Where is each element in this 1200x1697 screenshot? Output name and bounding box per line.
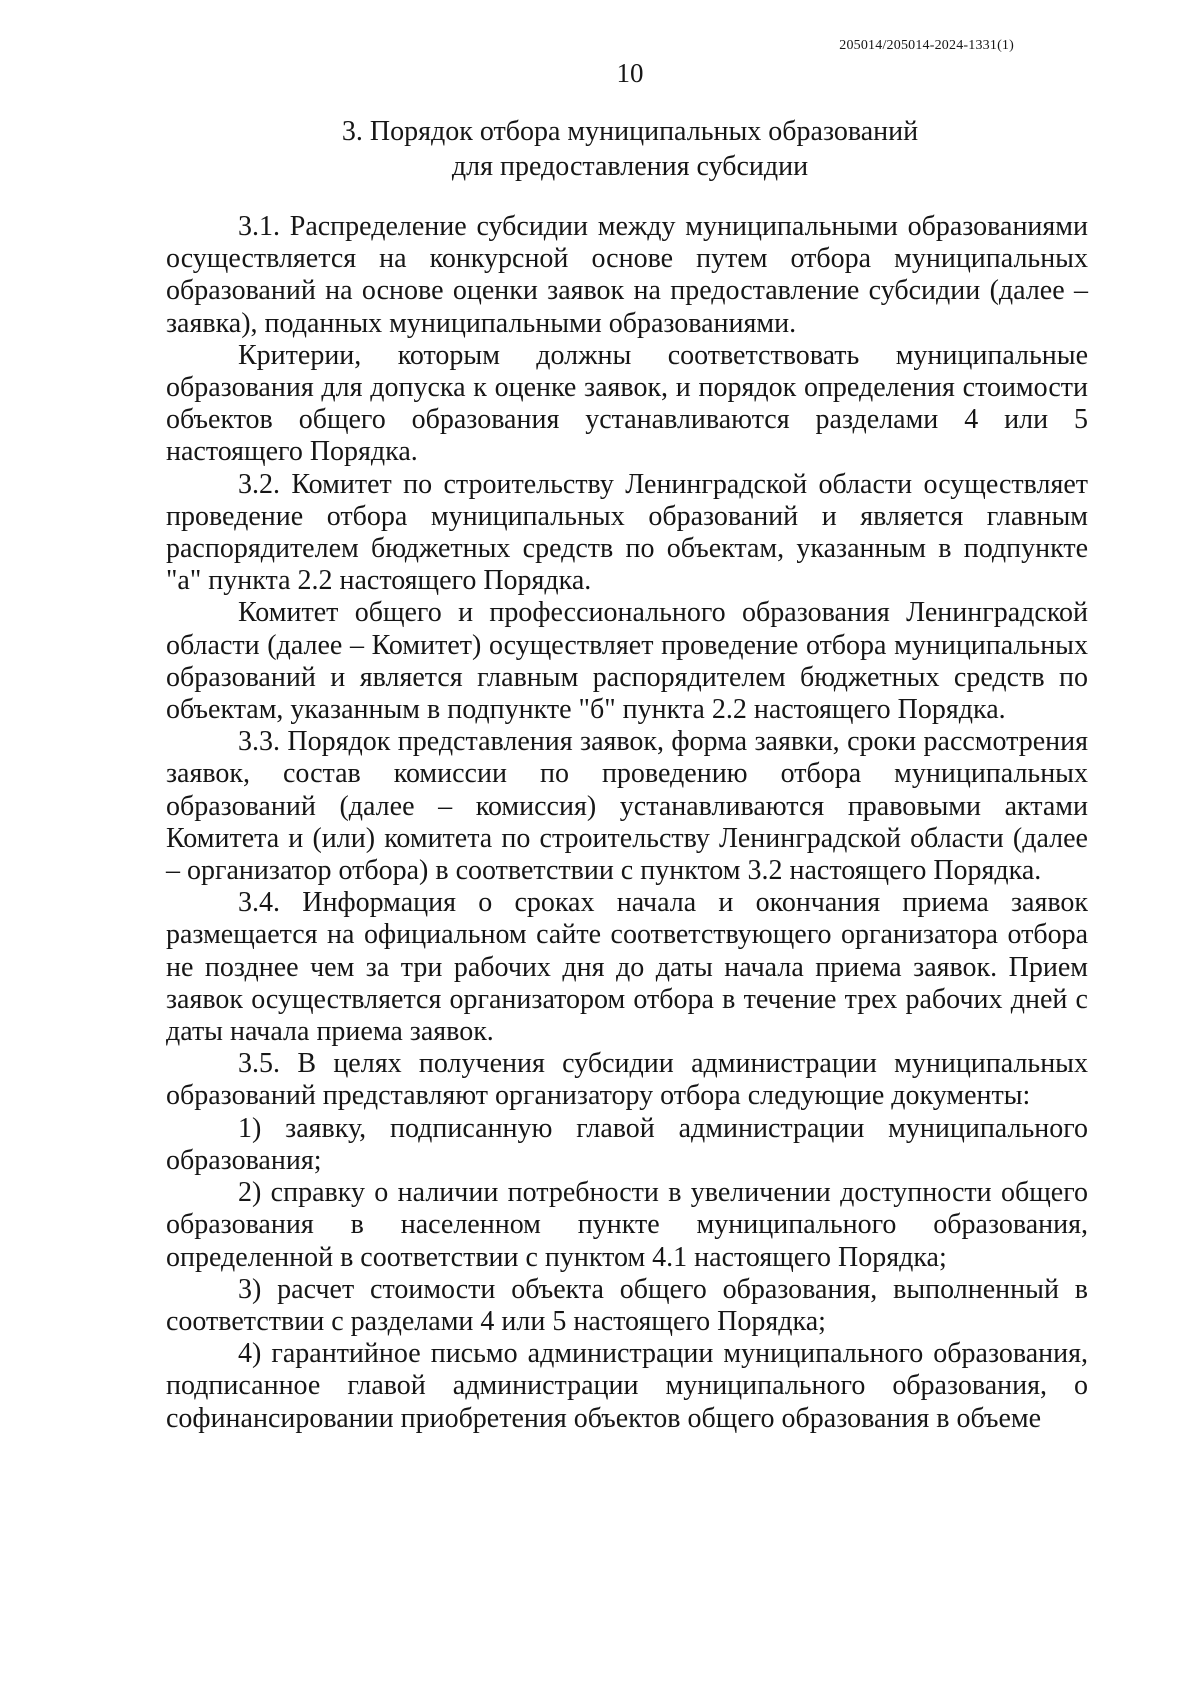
paragraph-criteria: Критерии, которым должны соответствовать муниципальные образования для допуска к оценке заявок, и порядок определения стоимости объектов общего образования устанавливаются разделами 4 или 5 настоящего Порядка. [166, 339, 1088, 468]
paragraph-3-4: 3.4. Информация о сроках начала и окончания приема заявок размещается на официальном сайте соответствующего организатора отбора не позднее чем за три рабочих дня до даты начала приема заявок. Прием заявок осуществляется организатором отбора в течение трех рабочих дней с даты начала приема заявок. [166, 887, 1088, 1048]
page-number: 10 [616, 58, 644, 88]
document-body [166, 211, 1088, 1435]
paragraph-3-2: 3.2. Комитет по строительству Ленинградской области осуществляет проведение отбора муниципальных образований и является главным распорядителем бюджетных средств по объектам, указанным в подпункте "а" пункта 2.2 настоящего Порядка. [166, 468, 1088, 597]
paragraph-committee-education: Комитет общего и профессионального образования Ленинградской области (далее – Комитет) осуществляет проведение отбора муниципальных образований и является главным распорядителем бюджетных средств по объектам, указанным в подпункте "б" пункта 2.2 настоящего Порядка. [166, 597, 1088, 726]
list-item-3: 3) расчет стоимости объекта общего образования, выполненный в соответствии с разделами 4 или 5 настоящего Порядка; [166, 1273, 1088, 1337]
paragraph-3-5: 3.5. В целях получения субсидии администрации муниципальных образований представляют организатору отбора следующие документы: [166, 1048, 1088, 1112]
paragraph-3-3: 3.3. Порядок представления заявок, форма заявки, сроки рассмотрения заявок, состав комиссии по проведению отбора муниципальных образований (далее – комиссия) устанавливаются правовыми актами Комитета и (или) комитета по строительству Ленинградской области (далее – организатор отбора) в соответствии с пунктом 3.2 настоящего Порядка. [166, 726, 1088, 887]
list-item-4: 4) гарантийное письмо администрации муниципального образования, подписанное главой администрации муниципального образования, о софинансировании приобретения объектов общего образования в объеме [166, 1338, 1088, 1434]
section-title [0, 114, 1200, 184]
document-id: 205014/205014-2024-1331(1) [839, 38, 1014, 53]
list-item-1: 1) заявку, подписанную главой администрации муниципального образования; [166, 1112, 1088, 1176]
section-title-line-1: 3. Порядок отбора муниципальных образований [341, 116, 919, 147]
section-title-line-2: для предоставления субсидии [451, 151, 809, 182]
list-item-2: 2) справку о наличии потребности в увеличении доступности общего образования в населенном пункте муниципального образования, определенной в соответствии с пунктом 4.1 настоящего Порядка; [166, 1177, 1088, 1273]
paragraph-3-1: 3.1. Распределение субсидии между муниципальными образованиями осуществляется на конкурсной основе путем отбора муниципальных образований на основе оценки заявок на предоставление субсидии (далее – заявка), поданных муниципальными образованиями. [166, 211, 1088, 339]
